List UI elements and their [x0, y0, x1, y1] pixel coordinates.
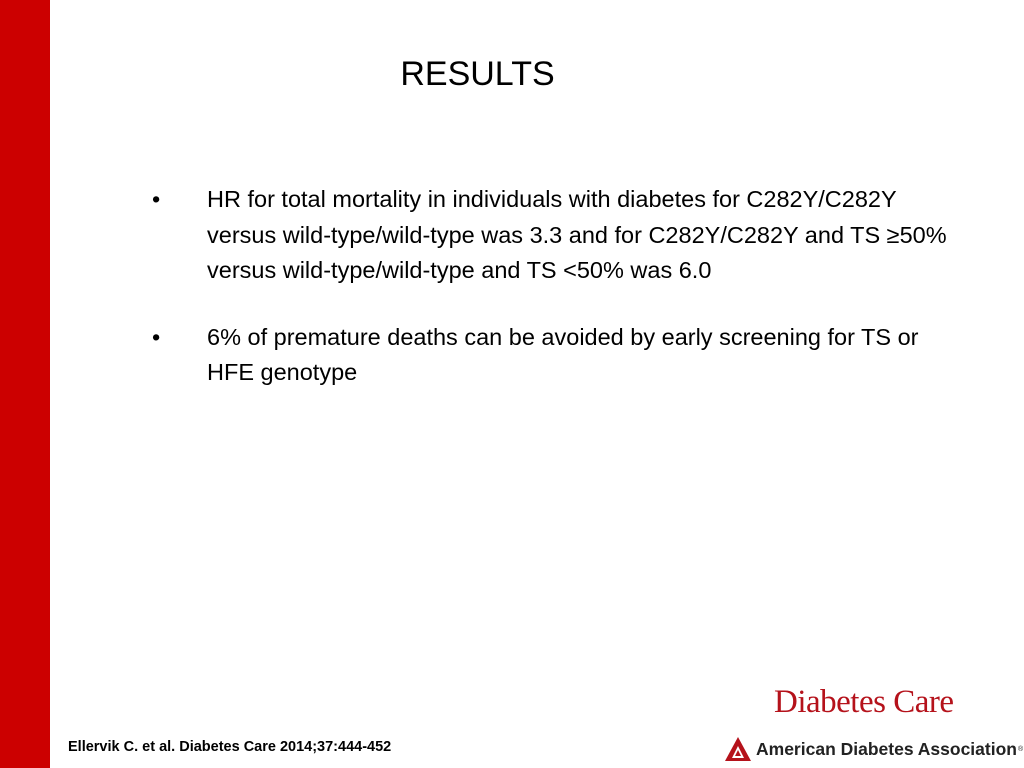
association-name: American Diabetes Association [756, 738, 1017, 759]
ada-triangle-icon [724, 736, 752, 762]
registered-mark: ® [1017, 745, 1024, 753]
bullet-item [152, 182, 962, 289]
bullet-item [152, 320, 962, 391]
citation: Ellervik C. et al. Diabetes Care 2014;37:444-452 [68, 739, 392, 755]
slide-title: RESULTS [400, 55, 555, 93]
bullet-text: 6% of premature deaths can be avoided by early screening for TS or HFE genotype [207, 323, 919, 385]
bullet-marker: • [152, 186, 161, 212]
bullet-list [152, 182, 962, 422]
bullet-text: HR for total mortality in individuals with diabetes for C282Y/C282Y versus wild-type/wild-type was 3.3 and for C282Y/C282Y and TS ≥50% versus wild-type/wild-type and TS <50% was 6.0 [207, 186, 947, 283]
left-accent-bar [0, 0, 50, 768]
bullet-marker: • [152, 323, 161, 350]
ada-logo [724, 734, 1023, 764]
journal-logo: Diabetes Care [774, 684, 954, 720]
